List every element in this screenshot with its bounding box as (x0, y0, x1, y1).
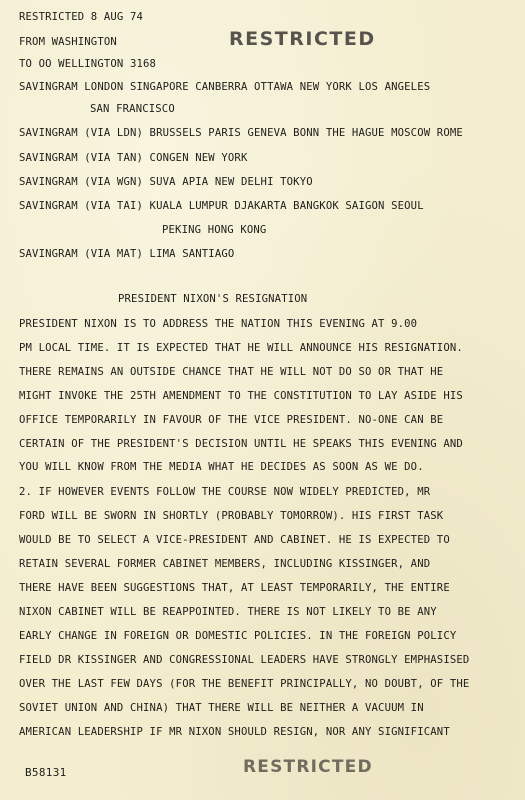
body-line: NIXON CABINET WILL BE REAPPOINTED. THERE IS NOT LIKELY TO BE ANY (19, 606, 437, 618)
body-line: MIGHT INVOKE THE 25TH AMENDMENT TO THE CONSTITUTION TO LAY ASIDE HIS (19, 390, 463, 402)
body-line: OFFICE TEMPORARILY IN FAVOUR OF THE VICE PRESIDENT. NO-ONE CAN BE (19, 414, 444, 426)
document-title: PRESIDENT NIXON'S RESIGNATION (118, 293, 308, 305)
from-line: FROM WASHINGTON (19, 36, 117, 48)
to-line: TO OO WELLINGTON 3168 (19, 58, 157, 70)
body-line: YOU WILL KNOW FROM THE MEDIA WHAT HE DECIDES AS SOON AS WE DO. (19, 461, 424, 473)
body-line: THERE HAVE BEEN SUGGESTIONS THAT, AT LEAST TEMPORARILY, THE ENTIRE (19, 582, 450, 594)
body-line: PM LOCAL TIME. IT IS EXPECTED THAT HE WILL ANNOUNCE HIS RESIGNATION. (19, 342, 463, 354)
body-line: WOULD BE TO SELECT A VICE-PRESIDENT AND CABINET. HE IS EXPECTED TO (19, 534, 450, 546)
body-line: CERTAIN OF THE PRESIDENT'S DECISION UNTIL HE SPEAKS THIS EVENING AND (19, 438, 463, 450)
distribution-line: PEKING HONG KONG (162, 224, 267, 236)
distribution-line: SAVINGRAM (VIA TAI) KUALA LUMPUR DJAKARTA BANGKOK SAIGON SEOUL (19, 200, 424, 212)
distribution-line: SAVINGRAM (VIA MAT) LIMA SANTIAGO (19, 248, 235, 260)
body-line: OVER THE LAST FEW DAYS (FOR THE BENEFIT PRINCIPALLY, NO DOUBT, OF THE (19, 678, 470, 690)
body-line: RETAIN SEVERAL FORMER CABINET MEMBERS, INCLUDING KISSINGER, AND (19, 558, 431, 570)
restricted-stamp-top: RESTRICTED (229, 28, 376, 50)
restricted-stamp-bottom: RESTRICTED (243, 757, 373, 777)
distribution-line: SAVINGRAM LONDON SINGAPORE CANBERRA OTTAWA NEW YORK LOS ANGELES (19, 81, 431, 93)
distribution-line: SAVINGRAM (VIA TAN) CONGEN NEW YORK (19, 152, 248, 164)
restricted-date-line: RESTRICTED 8 AUG 74 (19, 11, 144, 23)
body-line: EARLY CHANGE IN FOREIGN OR DOMESTIC POLICIES. IN THE FOREIGN POLICY (19, 630, 457, 642)
body-line: PRESIDENT NIXON IS TO ADDRESS THE NATION THIS EVENING AT 9.00 (19, 318, 418, 330)
body-line: THERE REMAINS AN OUTSIDE CHANCE THAT HE WILL NOT DO SO OR THAT HE (19, 366, 444, 378)
body-line: 2. IF HOWEVER EVENTS FOLLOW THE COURSE NOW WIDELY PREDICTED, MR (19, 486, 431, 498)
body-line: SOVIET UNION AND CHINA) THAT THERE WILL BE NEITHER A VACUUM IN (19, 702, 424, 714)
distribution-line: SAN FRANCISCO (90, 103, 175, 115)
body-line: FIELD DR KISSINGER AND CONGRESSIONAL LEADERS HAVE STRONGLY EMPHASISED (19, 654, 470, 666)
document-id: B58131 (25, 766, 67, 779)
body-line: FORD WILL BE SWORN IN SHORTLY (PROBABLY TOMORROW). HIS FIRST TASK (19, 510, 444, 522)
distribution-line: SAVINGRAM (VIA LDN) BRUSSELS PARIS GENEVA BONN THE HAGUE MOSCOW ROME (19, 127, 463, 139)
body-line: AMERICAN LEADERSHIP IF MR NIXON SHOULD RESIGN, NOR ANY SIGNIFICANT (19, 726, 450, 738)
distribution-line: SAVINGRAM (VIA WGN) SUVA APIA NEW DELHI TOKYO (19, 176, 313, 188)
